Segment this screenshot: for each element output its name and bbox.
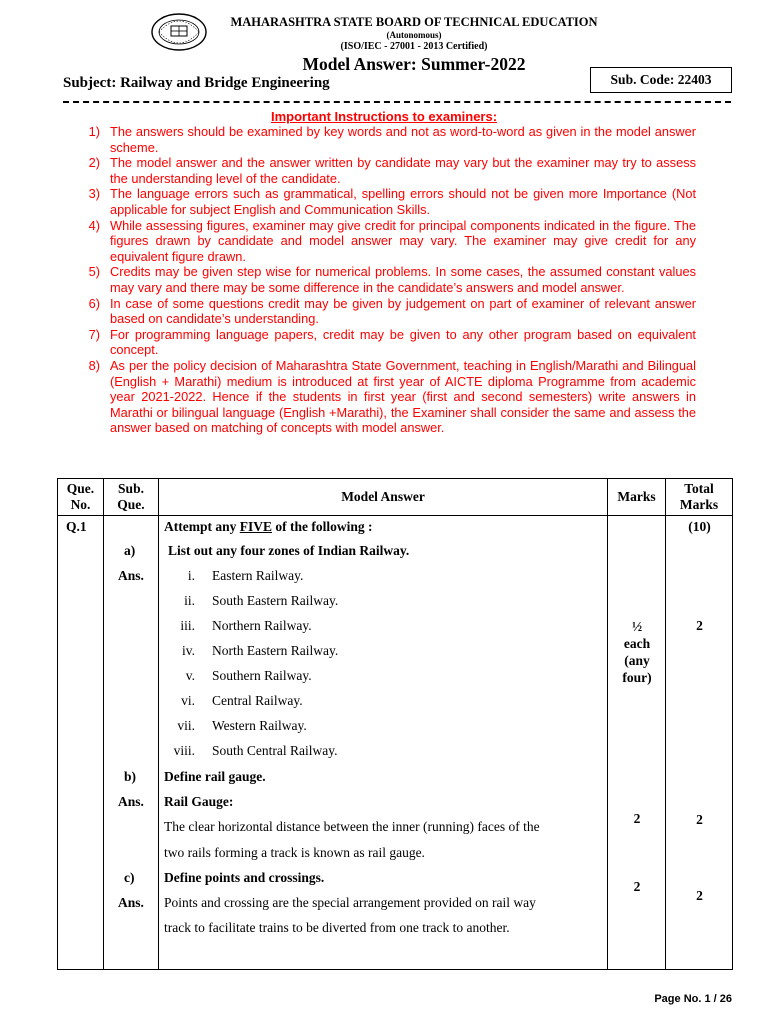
instruction-item: 3) The language errors such as grammatical, spelling errors should not be given more Importance (Not applicable for subject English and Communication Skills.: [88, 186, 696, 217]
total-q1: (10): [688, 519, 711, 534]
header-model-answer: Model Answer: [159, 479, 608, 516]
marks-b: 2: [633, 811, 641, 826]
rail-gauge-heading: Rail Gauge:: [164, 794, 234, 809]
question-a-text: List out any four zones of Indian Railway.: [168, 543, 410, 558]
zone-number: iii.: [180, 618, 195, 633]
total-b: 2: [696, 812, 703, 827]
autonomous-label: (Autonomous): [386, 30, 442, 40]
header-que-no: Que. No.: [58, 479, 104, 516]
iso-certification: (ISO/IEC - 27001 - 2013 Certified): [340, 41, 488, 52]
total-a: 2: [696, 618, 703, 633]
ans-label-c: Ans.: [118, 895, 144, 910]
answer-c-line: Points and crossing are the special arrangement provided on rail way: [164, 895, 536, 910]
ans-label-a: Ans.: [118, 568, 144, 583]
instructions-list: [80, 124, 696, 436]
instruction-item: 2) The model answer and the answer written by candidate may vary but the examiner may try to assess the understanding level of the candidate.: [88, 155, 696, 186]
zone-number: v.: [185, 668, 195, 683]
table-header-row: [58, 479, 733, 516]
header-total-marks: Total Marks: [666, 479, 733, 516]
instruction-item: 8) As per the policy decision of Maharashtra State Government, teaching in English/Marathi and Bilingual (English + Marathi) medium is introduced at first year of AICTE diploma Programme from academic year 2021-2022. Hence if the students in first year (first and second semesters) write answers in Marathi or bilingual language (English +Marathi), the Examiner shall consider the same and assess the answer based on matching of concepts with model answer.: [88, 357, 696, 436]
q1-instruction: Attempt any FIVE of the following :: [164, 519, 373, 534]
zone-name: Eastern Railway.: [212, 568, 304, 583]
zone-name: South Central Railway.: [212, 743, 338, 758]
sub-code-box: [590, 67, 732, 93]
sub-question-a: a): [124, 543, 136, 558]
marks-a: ½ each (any four): [622, 619, 652, 685]
instruction-item: 1) The answers should be examined by key words and not as word-to-word as given in the model answer scheme.: [88, 124, 696, 155]
zone-name: South Eastern Railway.: [212, 593, 339, 608]
ans-label-b: Ans.: [118, 794, 144, 809]
instruction-item: 4) While assessing figures, examiner may give credit for principal components indicated in the figure. The figures drawn by candidate and model answer may vary. The examiner may give credit for any equivalent figure drawn.: [88, 217, 696, 264]
marks-c: 2: [633, 879, 641, 894]
subject-label: Subject: Railway and Bridge Engineering: [63, 75, 330, 91]
zone-number: ii.: [184, 593, 195, 608]
answer-b-line: two rails forming a track is known as rail gauge.: [164, 845, 425, 860]
zone-name: Southern Railway.: [212, 668, 312, 683]
zone-name: Central Railway.: [212, 693, 303, 708]
header-marks: Marks: [608, 479, 666, 516]
zone-number: vii.: [177, 718, 195, 733]
question-b-text: Define rail gauge.: [164, 769, 266, 784]
zone-number: i.: [187, 568, 195, 583]
zone-number: vi.: [181, 693, 195, 708]
page-number: Page No. 1 / 26: [654, 993, 732, 1005]
header-sub-que: Sub. Que.: [104, 479, 159, 516]
zone-number: iv.: [182, 643, 195, 658]
instruction-item: 6) In case of some questions credit may be given by judgement on part of examiner of relevant answer based on candidate’s understanding.: [88, 295, 696, 327]
sub-code: Sub. Code: 22403: [610, 72, 712, 87]
zone-name: North Eastern Railway.: [212, 643, 339, 658]
page-title: Model Answer: Summer-2022: [302, 54, 526, 74]
question-c-text: Define points and crossings.: [164, 870, 325, 885]
instruction-item: 5) Credits may be given step wise for numerical problems. In some cases, the assumed constant values may vary and there may be some difference in the candidate’s answers and model answer.: [88, 264, 696, 295]
board-name: MAHARASHTRA STATE BOARD OF TECHNICAL EDUCATION: [230, 15, 598, 29]
zone-name: Northern Railway.: [212, 618, 312, 633]
sub-question-b: b): [124, 769, 137, 784]
total-c: 2: [696, 888, 703, 903]
answer-table: [57, 478, 733, 970]
zone-name: Western Railway.: [212, 718, 307, 733]
answer-c-line: track to facilitate trains to be diverted from one track to another.: [164, 920, 510, 935]
instruction-item: 7) For programming language papers, credit may be given to any other program based on equivalent concept.: [88, 326, 696, 358]
answer-b-line: The clear horizontal distance between the inner (running) faces of the: [164, 819, 540, 834]
instructions-heading: Important Instructions to examiners:: [270, 109, 498, 124]
question-number: Q.1: [66, 519, 87, 534]
sub-question-c: c): [124, 870, 135, 885]
zone-number: viii.: [173, 743, 195, 758]
table-row: [58, 516, 733, 970]
